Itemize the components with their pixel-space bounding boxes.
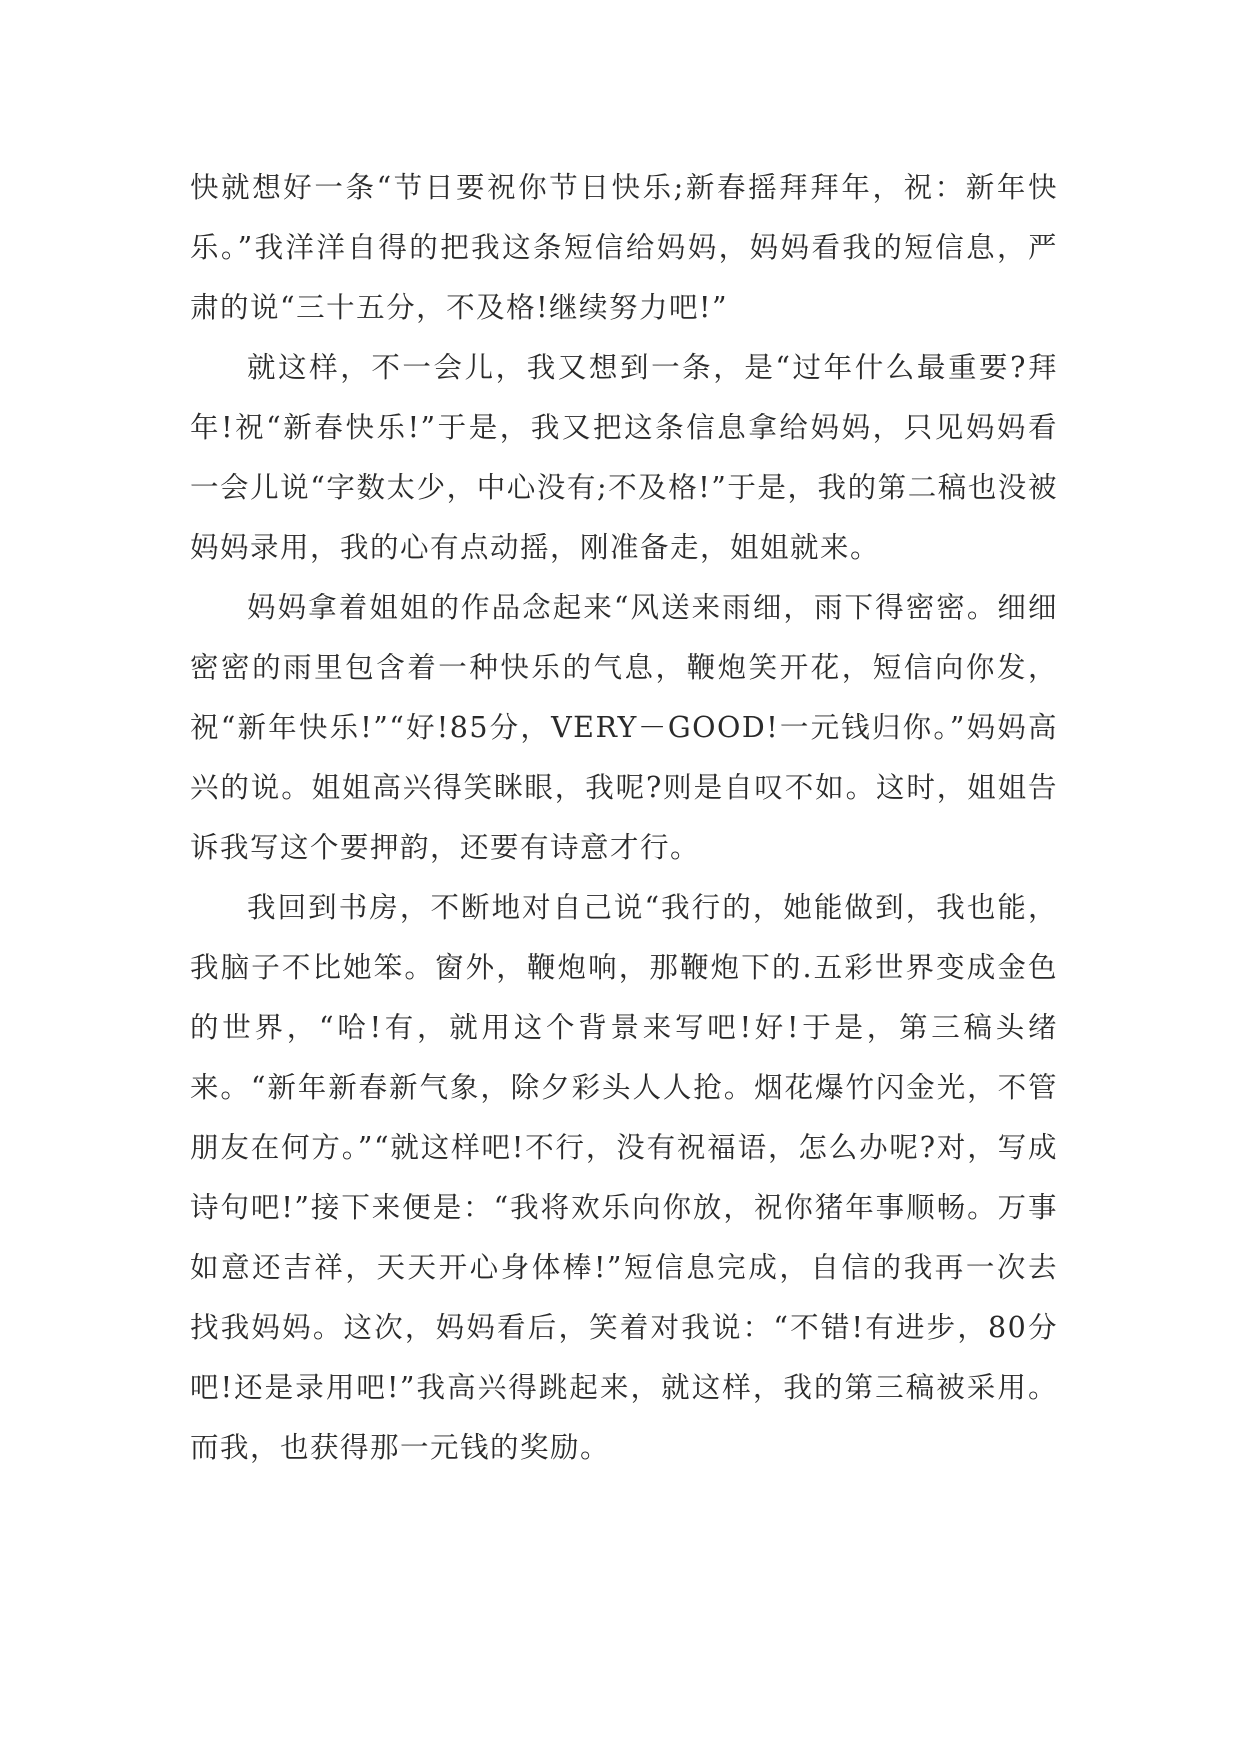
paragraph-1: 快就想好一条“节日要祝你节日快乐;新春摇拜拜年，祝：新年快乐。”我洋洋自得的把我这条短信给妈妈，妈妈看我的短信息，严肃的说“三十五分，不及格!继续努力吧!” <box>190 171 1058 324</box>
paragraph-3: 妈妈拿着姐姐的作品念起来“风送来雨细，雨下得密密。细细密密的雨里包含着一种快乐的气息，鞭炮笑开花，短信向你发，祝“新年快乐!”“好!85分，VERY－GOOD!一元钱归你。”妈妈高兴的说。姐姐高兴得笑眯眼，我呢?则是自叹不如。这时，姐姐告诉我写这个要押韵，还要有诗意才行。 <box>190 591 1058 864</box>
paragraph-2: 就这样，不一会儿，我又想到一条，是“过年什么最重要?拜年!祝“新春快乐!”于是，我又把这条信息拿给妈妈，只见妈妈看一会儿说“字数太少，中心没有;不及格!”于是，我的第二稿也没被妈妈录用，我的心有点动摇，刚准备走，姐姐就来。 <box>190 351 1058 564</box>
document-page <box>190 158 1058 1478</box>
paragraph-4: 我回到书房，不断地对自己说“我行的，她能做到，我也能，我脑子不比她笨。窗外，鞭炮响，那鞭炮下的.五彩世界变成金色的世界，“哈!有，就用这个背景来写吧!好!于是，第三稿头绪来。“新年新春新气象，除夕彩头人人抢。烟花爆竹闪金光，不管朋友在何方。”“就这样吧!不行，没有祝福语，怎么办呢?对，写成诗句吧!”接下来便是：“我将欢乐向你放，祝你猪年事顺畅。万事如意还吉祥，天天开心身体棒!”短信息完成，自信的我再一次去找我妈妈。这次，妈妈看后，笑着对我说：“不错!有进步，80分吧!还是录用吧!”我高兴得跳起来，就这样，我的第三稿被采用。而我，也获得那一元钱的奖励。 <box>190 891 1058 1464</box>
